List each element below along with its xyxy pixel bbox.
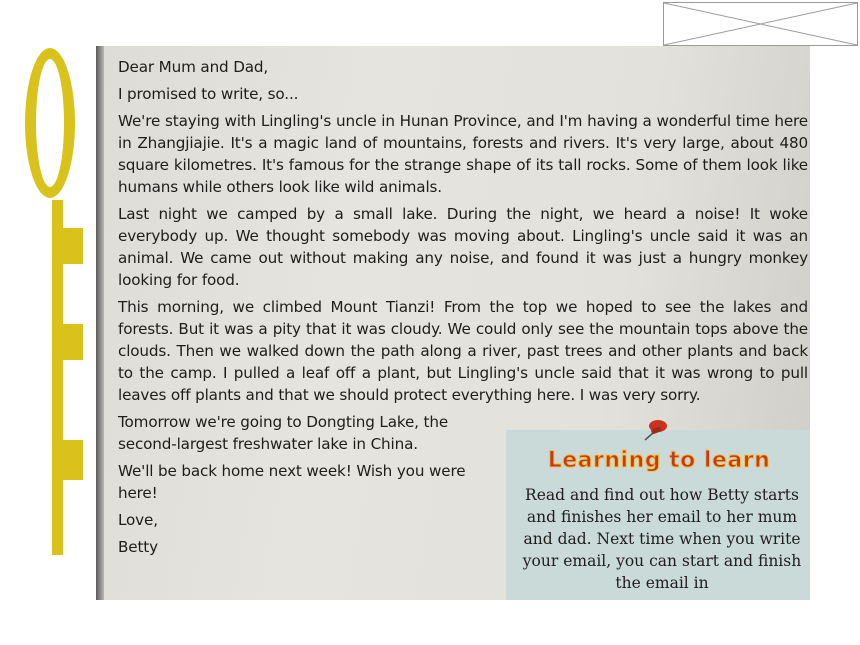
textbook-page-photo [96,46,810,600]
letter-greeting: Dear Mum and Dad, [118,58,269,76]
key-shaft-decoration [52,200,63,555]
letter-paragraph: Tomorrow we're going to Dongting Lake, the second-largest freshwater lake in China. [118,413,449,453]
key-tooth-decoration [63,324,83,360]
pushpin-icon [641,418,671,442]
key-tooth-decoration [63,228,83,264]
letter-paragraph: We're staying with Lingling's uncle in Hunan Province, and I'm having a wonderful time here in Zhangjiajie. It's a magic land of mountains, forests and rivers. It's very large, about 480 square kilometres. It's famous for the strange shape of its tall rocks. Some of them look like humans while others look like wild animals. [118,112,808,196]
letter-signature: Betty [118,538,158,556]
letter-opening-line: I promised to write, so... [118,85,299,103]
letter-paragraph: Last night we camped by a small lake. During the night, we heard a noise! It woke everybody up. We thought somebody was moving about. Lingling's uncle said it was an animal. We came out without making any noise, and found it was just a hungry monkey looking for food. [118,205,808,289]
key-tooth-decoration [63,440,83,480]
learning-to-learn-box [506,430,810,600]
learning-box-text: Read and find out how Betty starts and finishes her email to her mum and dad. Next time when you write your email, you can start and finish the email in [522,486,802,592]
letter-paragraph: This morning, we climbed Mount Tianzi! From the top we hoped to see the lakes and forests. But it was a pity that it was cloudy. We could only see the mountain tops above the clouds. Then we walked down the path along a river, past trees and other plants and back to the camp. I pulled a leaf off a plant, but Lingling's uncle said that it was wrong to pull leaves off plants and that we should protect everything here. I was very sorry. [118,298,808,404]
letter-closing: Love, [118,511,158,529]
placeholder-cross-icon [664,3,857,45]
learning-box-title: Learning to learn [547,448,771,473]
key-ring-decoration [25,48,75,198]
image-placeholder [663,2,858,46]
letter-paragraph: We'll be back home next week! Wish you were here! [118,462,466,502]
